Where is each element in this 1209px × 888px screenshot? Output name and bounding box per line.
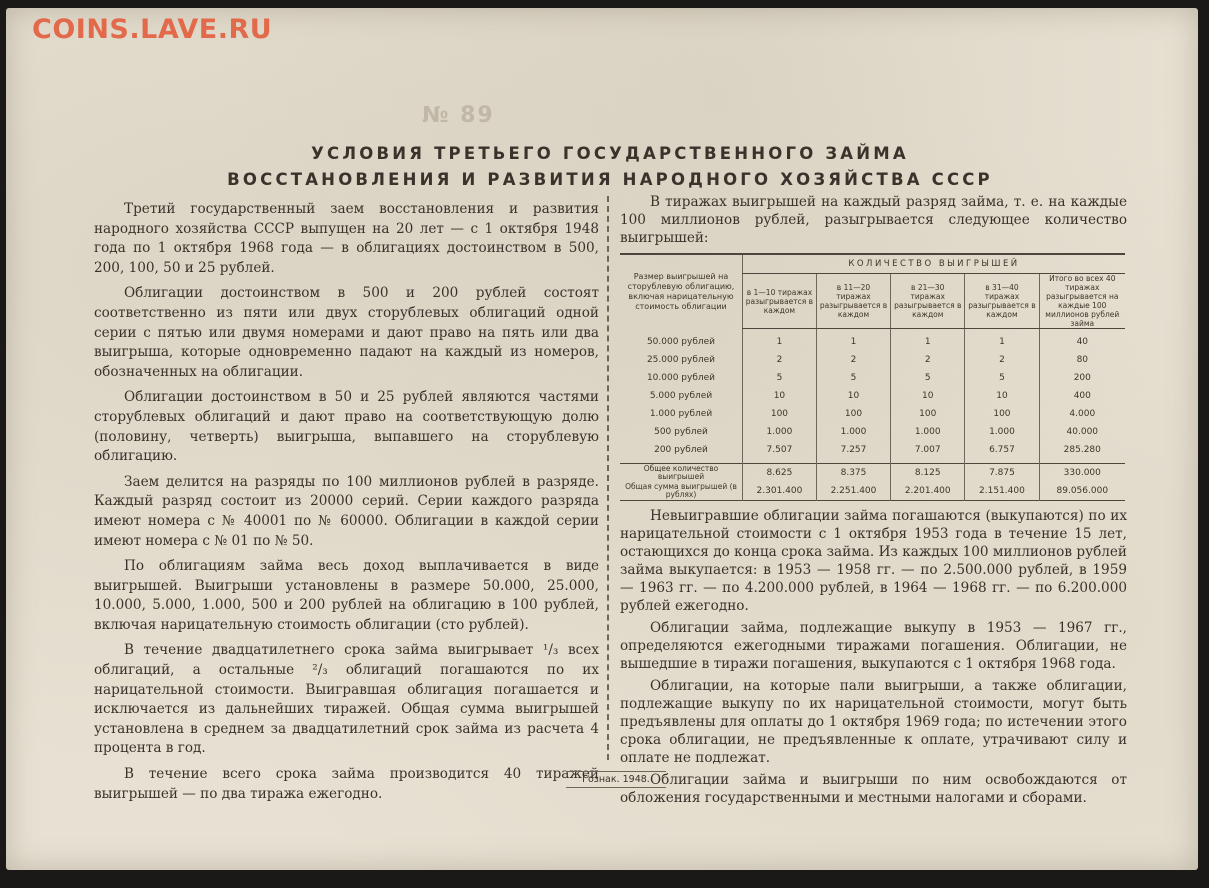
table-cell: 2 (816, 351, 890, 369)
column-divider (607, 196, 609, 760)
paragraph: Облигации, на которые пали выигрыши, а также облигации, подлежащие выкупу по их нарицательной стоимости, могут быть предъявлены для оплаты до 1 октября 1969 года; по истечении этого срока облигации, не предъявленные к оплате, утрачивают силу и оплате не подлежат. (620, 678, 1127, 766)
paragraph: Невыигравшие облигации займа погашаются (выкупаются) по их нарицательной стоимости с 1 октября 1953 года в течение 15 лет, остающихся до конца срока займа. Из каждых 100 миллионов рублей займа выкупается: в 1953 — 1958 гг. — по 2.500.000 рублей, в 1959 — 1963 гг. — по 4.200.000 рублей, в 1964 — 1968 гг. — по 6.200.000 рублей ежегодно. (620, 508, 1127, 614)
table-cell: 89.056.000 (1039, 482, 1125, 501)
table-intro: В тиражах выигрышей на каждый разряд займа, т. е. на каждые 100 миллионов рублей, разыгрывается следующее количество выигрышей: (620, 194, 1127, 246)
table-cell: 330.000 (1039, 464, 1125, 483)
table-row (620, 423, 1125, 441)
table-cell: 1.000 (891, 423, 965, 441)
table-cell: 1.000 (965, 423, 1039, 441)
table-cell: 1.000 (743, 423, 817, 441)
table-cell: 1.000 (816, 423, 890, 441)
right-column (620, 193, 1127, 811)
table-cell: 1 (891, 333, 965, 351)
prize-label: 500 рублей (654, 427, 708, 437)
table-cell: 5 (891, 369, 965, 387)
table-cell: 7.257 (816, 441, 890, 459)
total-row (620, 464, 1125, 483)
prize-label: 5.000 рублей (649, 391, 713, 401)
table-cell: 2.201.400 (891, 482, 965, 501)
table-cell: 2 (965, 351, 1039, 369)
printer-imprint: Гознак. 1948. (566, 771, 666, 788)
table-row (620, 351, 1125, 369)
table-row (620, 405, 1125, 423)
table-cell: 7.007 (891, 441, 965, 459)
paragraph: Третий государственный заем восстановления и развития народного хозяйства СССР выпущен на 20 лет — с 1 октября 1948 года по 1 октября 1968 года — в облигациях достоинством в 500, 200, 100, 50 и 25 рублей. (94, 201, 599, 276)
table-cell: 1 (743, 333, 817, 351)
paragraph: Облигации займа и выигрыши по ним освобождаются от обложения государственными и местными налогами и сборами. (620, 772, 1127, 806)
table-cell: 100 (743, 405, 817, 423)
paragraph: В течение всего срока займа производится 40 тиражей выигрышей — по два тиража ежегодно. (94, 766, 599, 802)
table-cell: 6.757 (965, 441, 1039, 459)
table-row (620, 441, 1125, 459)
total-label: Общее количество выигрышей (620, 464, 743, 483)
size-header: Размер выигрышей на сторублевую облигацию, включая нарицательную стоимость облигации (627, 271, 735, 311)
prize-label: 10.000 рублей (646, 373, 716, 383)
table-cell: 7.875 (965, 464, 1039, 483)
total-label: Общая сумма выигрышей (в рублях) (625, 481, 737, 499)
prize-label: 200 рублей (654, 445, 708, 455)
paragraph: По облигациям займа весь доход выплачивается в виде выигрышей. Выигрыши установлены в размере 50.000, 25.000, 10.000, 5.000, 1.000, 500 и 200 рублей на облигацию в 100 рублей, включая нарицательную стоимость облигации (сто рублей). (94, 558, 599, 633)
paragraph: Облигации достоинством в 500 и 200 рублей состоят соответственно из пяти или двух сторублевых облигаций одной серии с пятью или двумя номерами и дают право на пять или два выигрыша, которые одновременно падают на каждый из номеров, обозначенных на облигации. (94, 285, 599, 380)
table-cell: 2.151.400 (965, 482, 1039, 501)
table-row (620, 369, 1125, 387)
table-cell: 2 (743, 351, 817, 369)
title-line-2: ВОССТАНОВЛЕНИЯ И РАЗВИТИЯ НАРОДНОГО ХОЗЯЙСТВА СССР (227, 170, 993, 189)
prize-label: 25.000 рублей (646, 355, 716, 365)
table-cell: 100 (965, 405, 1039, 423)
table-cell: 5 (816, 369, 890, 387)
table-cell: 2.301.400 (743, 482, 817, 501)
table-cell: 100 (891, 405, 965, 423)
table-cell: 2.251.400 (816, 482, 890, 501)
table-cell: 8.625 (743, 464, 817, 483)
table-row (620, 333, 1125, 351)
table-cell: 4.000 (1039, 405, 1125, 423)
table-cell: 10 (743, 387, 817, 405)
table-cell: 1 (965, 333, 1039, 351)
paragraph: Облигации займа, подлежащие выкупу в 1953 — 1967 гг., определяются ежегодными тиражами погашения. Облигации, не вышедшие в тиражи погашения, выкупаются с 1 октября 1968 года. (620, 620, 1127, 672)
group-header: КОЛИЧЕСТВО ВЫИГРЫШЕЙ (743, 254, 1126, 274)
table-cell: 2 (891, 351, 965, 369)
total-row (620, 482, 1125, 501)
table-cell: 1 (816, 333, 890, 351)
table-cell: 7.507 (743, 441, 817, 459)
table-cell: 200 (1039, 369, 1125, 387)
table-cell: 400 (1039, 387, 1125, 405)
column-header: в 21—30 тиражах разыгрывается в каждом (891, 274, 965, 329)
paragraph: В течение двадцатилетнего срока займа выигрывает ¹/₃ всех облигаций, а остальные ²/₃ облигаций погашаются по их нарицательной стоимости. Выигравшая облигация погашается и исключается из дальнейших тиражей. Общая сумма выигрышей установлена в среднем за двадцатилетний срок займа из расчета 4 процента в год. (94, 642, 599, 757)
table-cell: 5 (965, 369, 1039, 387)
prize-label: 1.000 рублей (649, 409, 713, 419)
column-header: в 31—40 тиражах разыгрывается в каждом (965, 274, 1039, 329)
table-cell: 40.000 (1039, 423, 1125, 441)
table-cell: 80 (1039, 351, 1125, 369)
table-cell: 10 (816, 387, 890, 405)
table-cell: 285.280 (1039, 441, 1125, 459)
table-cell: 10 (965, 387, 1039, 405)
site-watermark: COINS.LAVE.RU (32, 14, 273, 45)
page-title (150, 141, 1070, 193)
table-cell: 8.125 (891, 464, 965, 483)
column-header: Итого во всех 40 тиражах разыгрывается на каждые 100 миллионов рублей займа (1039, 274, 1125, 329)
prize-table (620, 253, 1125, 501)
prize-label: 50.000 рублей (646, 337, 716, 347)
paragraph: Заем делится на разряды по 100 миллионов рублей в разряде. Каждый разряд состоит из 20000 серий. Серии каждого разряда имеют номера с № 40001 по № 60000. Облигации в каждой серии имеют номера с № 01 по № 50. (94, 473, 599, 549)
table-cell: 40 (1039, 333, 1125, 351)
column-header: в 11—20 тиражах разыгрывается в каждом (816, 274, 890, 329)
serial-number: № 89 (422, 103, 495, 128)
table-cell: 8.375 (816, 464, 890, 483)
left-column (94, 200, 599, 810)
table-cell: 100 (816, 405, 890, 423)
paragraph: Облигации достоинством в 50 и 25 рублей являются частями сторублевых облигаций и дают право на соответствующую долю (половину, четверть) выигрыша, выпавшего на сторублевую облигацию. (94, 389, 599, 465)
title-line-1: УСЛОВИЯ ТРЕТЬЕГО ГОСУДАРСТВЕННОГО ЗАЙМА (311, 144, 909, 163)
column-header: в 1—10 тиражах разыгрывается в каждом (743, 274, 817, 329)
table-row (620, 387, 1125, 405)
table-cell: 10 (891, 387, 965, 405)
table-cell: 5 (743, 369, 817, 387)
